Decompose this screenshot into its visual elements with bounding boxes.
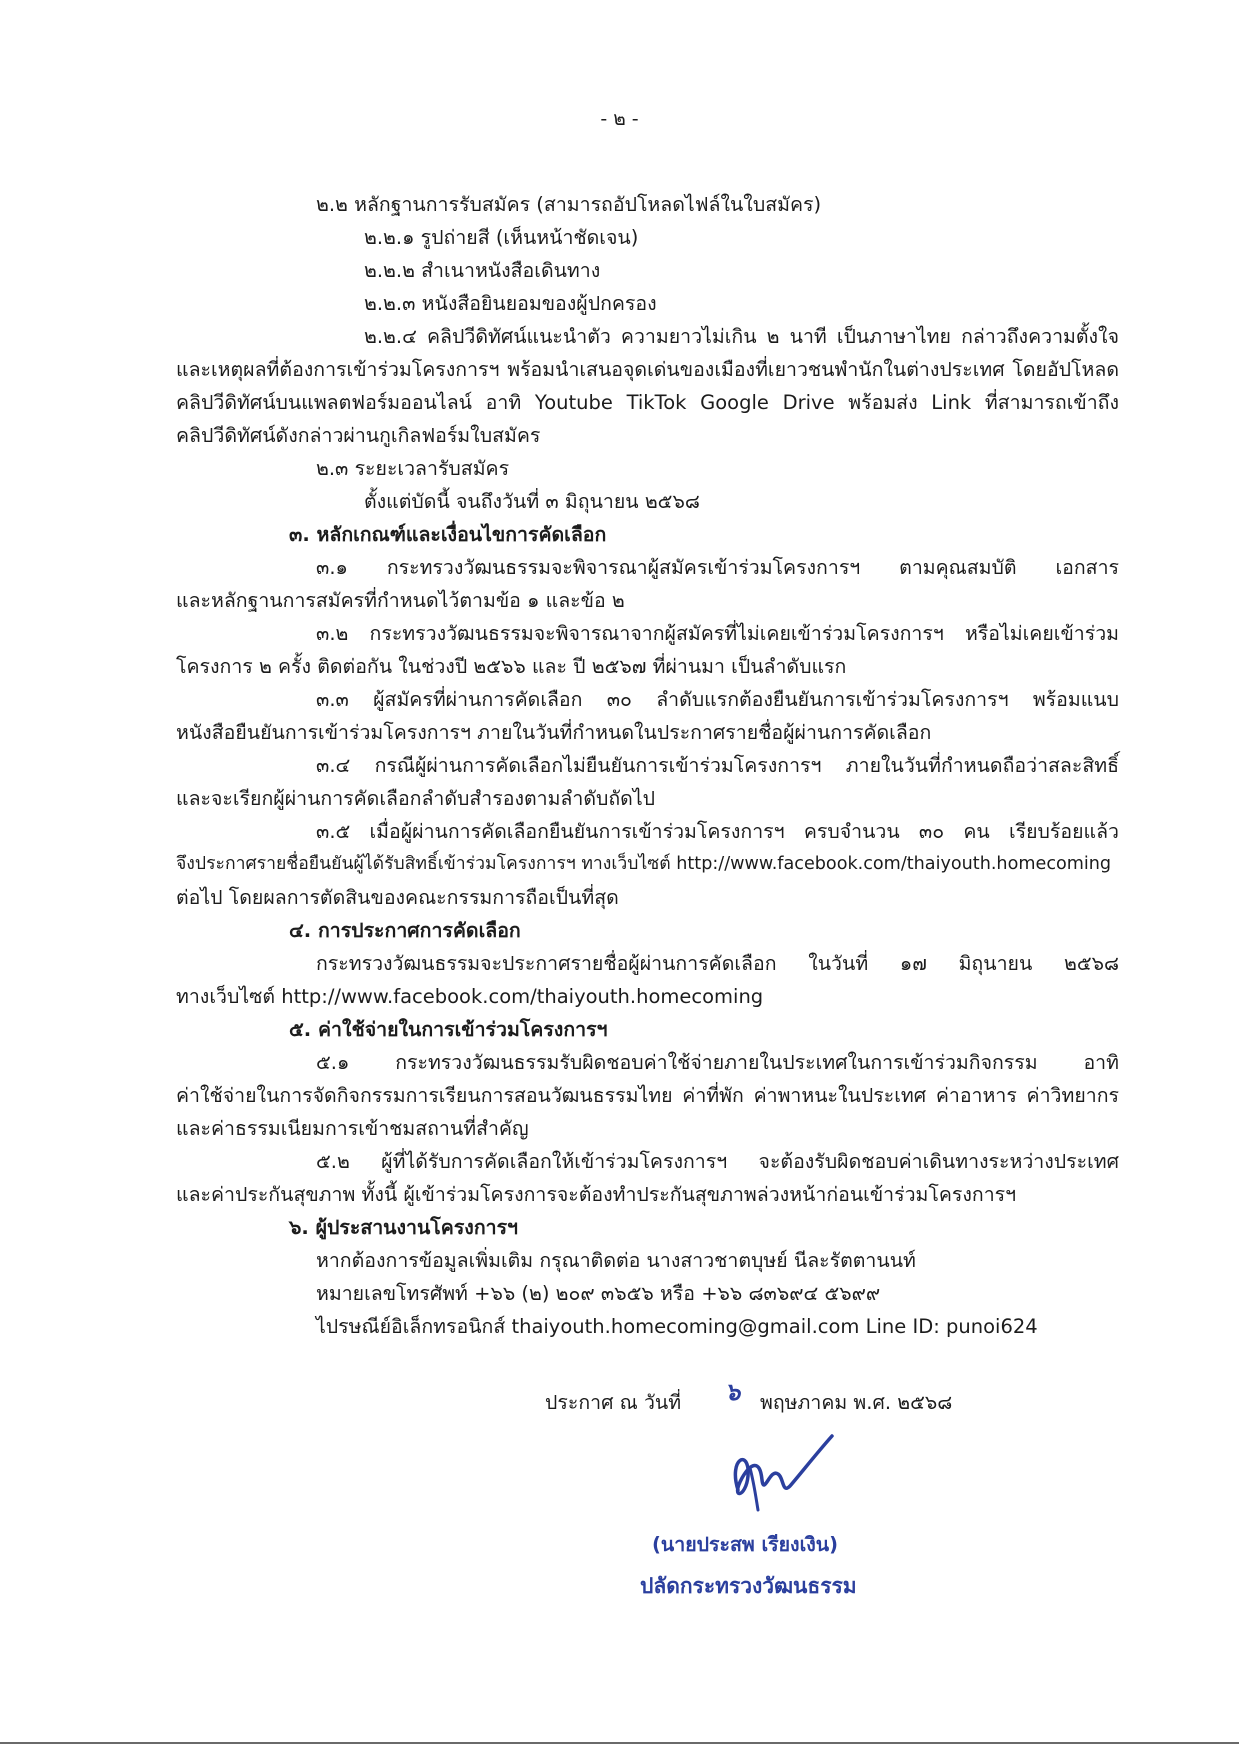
- section-3-heading: ๓. หลักเกณฑ์และเงื่อนไขการคัดเลือก: [289, 523, 607, 546]
- page-bottom-rule: [0, 1742, 1239, 1744]
- contact-person: หากต้องการข้อมูลเพิ่มเติม กรุณาติดต่อ นางสาวชาตบุษย์ นีละรัตตานนท์: [316, 1249, 916, 1272]
- announcement-date-line: กระทรวงวัฒนธรรมจะประกาศรายชื่อผู้ผ่านการคัดเลือก ในวันที่ ๑๗ มิถุนายน ๒๕๖๘: [316, 952, 1119, 975]
- application-period: ตั้งแต่บัดนี้ จนถึงวันที่ ๓ มิถุนายน ๒๕๖๘: [364, 490, 700, 513]
- paragraph-line: และค่าประกันสุขภาพ ทั้งนี้ ผู้เข้าร่วมโครงการจะต้องทำประกันสุขภาพล่วงหน้าก่อนเข้าร่วมโครงการฯ: [176, 1183, 1017, 1206]
- item-3-5: ๓.๕ เมื่อผู้ผ่านการคัดเลือกยืนยันการเข้าร่วมโครงการฯ ครบจำนวน ๓๐ คน เรียบร้อยแล้ว: [316, 820, 1119, 843]
- paragraph-line: หนังสือยืนยันการเข้าร่วมโครงการฯ ภายในวันที่กำหนดในประกาศรายชื่อผู้ผ่านการคัดเลือก: [176, 721, 932, 744]
- item-2-2-1: ๒.๒.๑ รูปถ่ายสี (เห็นหน้าชัดเจน): [364, 226, 639, 249]
- item-5-1: ๕.๑ กระทรวงวัฒนธรรมรับผิดชอบค่าใช้จ่ายภายในประเทศในการเข้าร่วมกิจกรรม อาทิ: [316, 1051, 1119, 1074]
- paragraph-line: และหลักฐานการสมัครที่กำหนดไว้ตามข้อ ๑ และข้อ ๒: [176, 589, 625, 612]
- paragraph-line: คลิปวีดิทัศน์บนแพลตฟอร์มออนไลน์ อาทิ Youtube TikTok Google Drive พร้อมส่ง Link ที่สามารถเข้าถึง: [176, 391, 1119, 414]
- paragraph-line: ต่อไป โดยผลการตัดสินของคณะกรรมการถือเป็นที่สุด: [176, 886, 619, 909]
- item-2-2-3: ๒.๒.๓ หนังสือยินยอมของผู้ปกครอง: [364, 292, 657, 315]
- signatory-name: (นายประสพ เรียงเงิน): [652, 1533, 839, 1556]
- page-number: - ๒ -: [600, 108, 639, 130]
- website-line: ทางเว็บไซต์ http://www.facebook.com/thaiyouth.homecoming: [176, 985, 764, 1008]
- signature-scribble: [720, 1428, 840, 1518]
- paragraph-line: โครงการ ๒ ครั้ง ติดต่อกัน ในช่วงปี ๒๕๖๖ และ ปี ๒๕๖๗ ที่ผ่านมา เป็นลำดับแรก: [176, 655, 847, 678]
- item-2-2-4: ๒.๒.๔ คลิปวีดิทัศน์แนะนำตัว ความยาวไม่เกิน ๒ นาที เป็นภาษาไทย กล่าวถึงความตั้งใจ: [364, 325, 1119, 348]
- paragraph-line: ค่าใช้จ่ายในการจัดกิจกรรมการเรียนการสอนวัฒนธรรมไทย ค่าที่พัก ค่าพาหนะในประเทศ ค่าอาหาร ค่าวิทยากร: [176, 1084, 1119, 1107]
- section-5-heading: ๕. ค่าใช้จ่ายในการเข้าร่วมโครงการฯ: [289, 1018, 608, 1041]
- paragraph-line: และเหตุผลที่ต้องการเข้าร่วมโครงการฯ พร้อมนำเสนอจุดเด่นของเมืองที่เยาวชนพำนักในต่างประเทศ โดยอัปโหลด: [176, 358, 1119, 381]
- item-3-2: ๓.๒ กระทรวงวัฒนธรรมจะพิจารณาจากผู้สมัครที่ไม่เคยเข้าร่วมโครงการฯ หรือไม่เคยเข้าร่วม: [316, 622, 1119, 645]
- item-2-2-2: ๒.๒.๒ สำเนาหนังสือเดินทาง: [364, 259, 601, 282]
- handwritten-day: ๖: [725, 1378, 741, 1406]
- signatory-title: ปลัดกระทรวงวัฒนธรรม: [640, 1574, 857, 1598]
- paragraph-line: จึงประกาศรายชื่อยืนยันผู้ได้รับสิทธิ์เข้าร่วมโครงการฯ ทางเว็บไซต์ http://www.facebook.com/thaiyouth.homecoming: [176, 854, 1112, 874]
- item-3-4: ๓.๔ กรณีผู้ผ่านการคัดเลือกไม่ยืนยันการเข้าร่วมโครงการฯ ภายในวันที่กำหนดถือว่าสละสิทธิ์: [316, 754, 1119, 777]
- section-2-2-heading: ๒.๒ หลักฐานการรับสมัคร (สามารถอัปโหลดไฟล์ในใบสมัคร): [316, 193, 822, 216]
- section-4-heading: ๔. การประกาศการคัดเลือก: [289, 919, 521, 942]
- item-3-3: ๓.๓ ผู้สมัครที่ผ่านการคัดเลือก ๓๐ ลำดับแรกต้องยืนยันการเข้าร่วมโครงการฯ พร้อมแนบ: [316, 688, 1119, 711]
- section-2-3-heading: ๒.๓ ระยะเวลารับสมัคร: [316, 457, 510, 480]
- contact-email: ไปรษณีย์อิเล็กทรอนิกส์ thaiyouth.homecoming@gmail.com Line ID: punoi624: [316, 1315, 1038, 1338]
- paragraph-line: คลิปวีดิทัศน์ดังกล่าวผ่านกูเกิลฟอร์มใบสมัคร: [176, 424, 541, 447]
- item-5-2: ๕.๒ ผู้ที่ได้รับการคัดเลือกให้เข้าร่วมโครงการฯ จะต้องรับผิดชอบค่าเดินทางระหว่างประเทศ: [316, 1150, 1119, 1173]
- announcement-prefix: ประกาศ ณ วันที่: [545, 1391, 682, 1414]
- section-6-heading: ๖. ผู้ประสานงานโครงการฯ: [289, 1216, 519, 1239]
- paragraph-line: และจะเรียกผู้ผ่านการคัดเลือกลำดับสำรองตามลำดับถัดไป: [176, 787, 656, 810]
- paragraph-line: และค่าธรรมเนียมการเข้าชมสถานที่สำคัญ: [176, 1117, 529, 1140]
- item-3-1: ๓.๑ กระทรวงวัฒนธรรมจะพิจารณาผู้สมัครเข้าร่วมโครงการฯ ตามคุณสมบัติ เอกสาร: [316, 556, 1119, 579]
- announcement-suffix: พฤษภาคม พ.ศ. ๒๕๖๘: [760, 1391, 953, 1414]
- contact-phone: หมายเลขโทรศัพท์ +๖๖ (๒) ๒๐๙ ๓๖๕๖ หรือ +๖๖ ๘๓๖๙๔ ๕๖๙๙: [316, 1282, 881, 1305]
